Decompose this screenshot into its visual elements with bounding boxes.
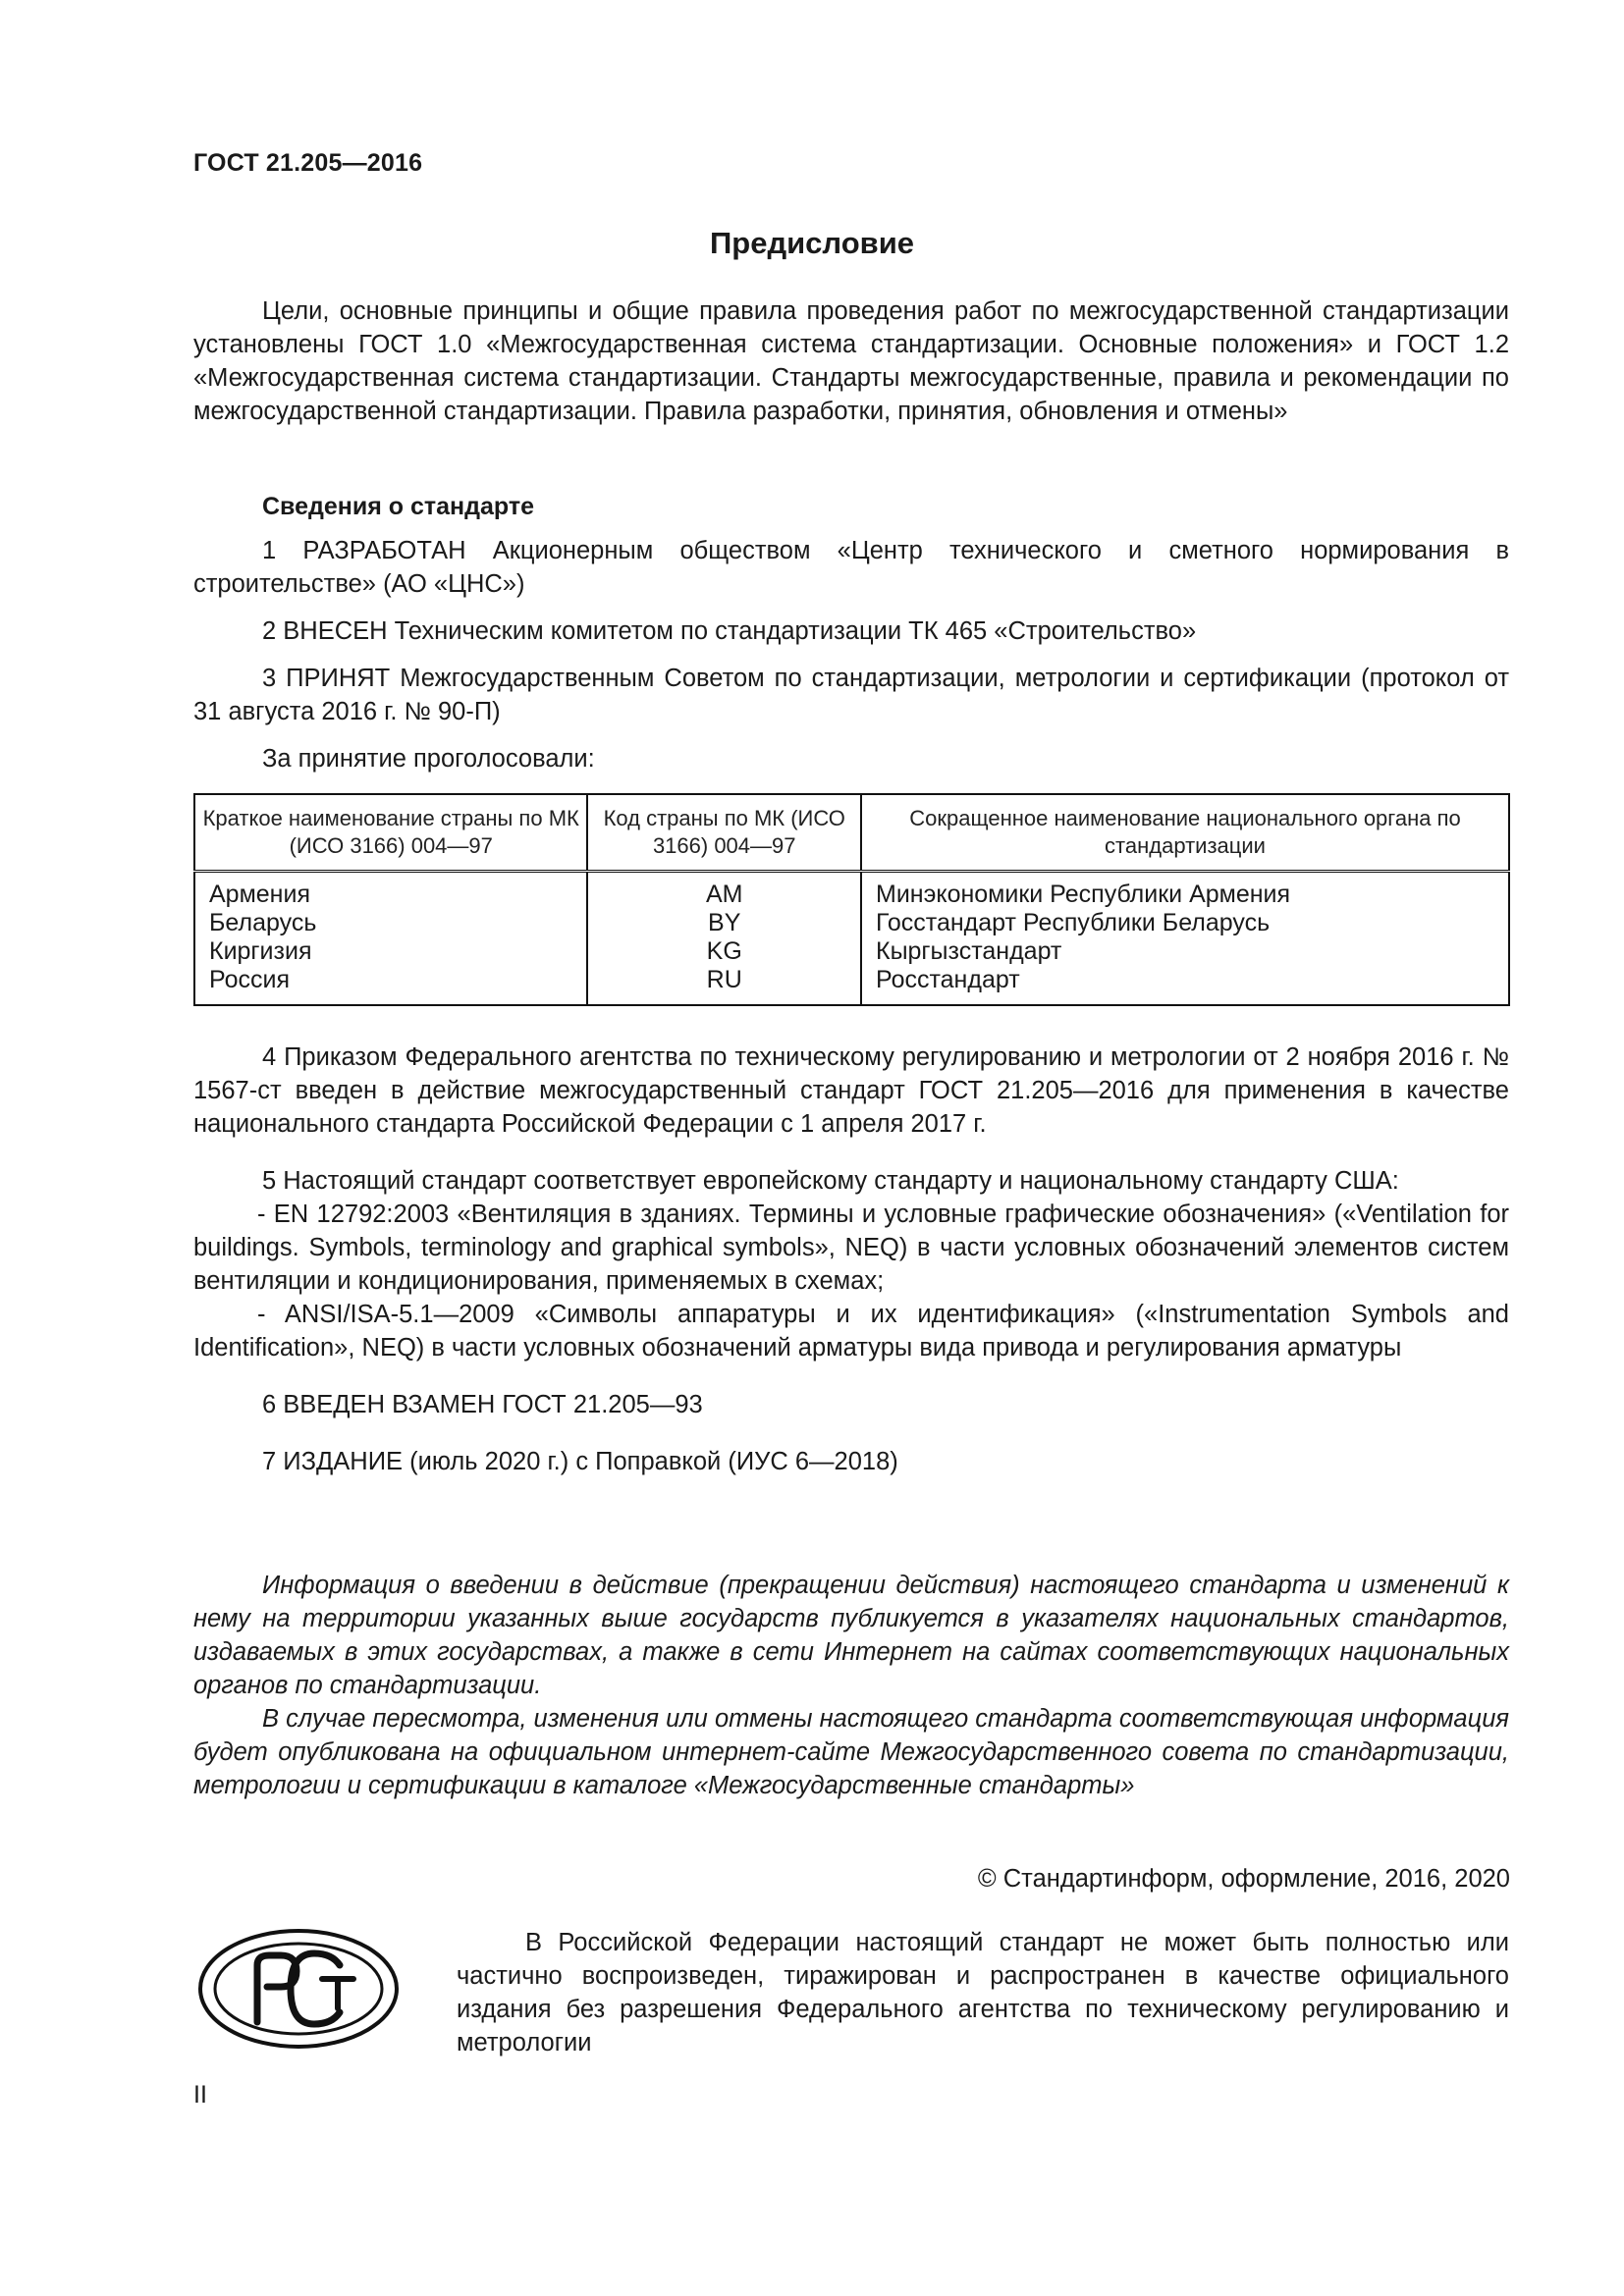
table-row (194, 872, 1509, 910)
table-header-code: Код страны по МК (ИСО 3166) 004—97 (587, 794, 861, 872)
copyright-line: © Стандартинформ, оформление, 2016, 2020 (977, 1865, 1510, 1893)
authority-cell: Росстандарт (876, 966, 1020, 993)
page-number: II (193, 2081, 207, 2109)
code-cell: RU (587, 966, 861, 1005)
item-3: 3 ПРИНЯТ Межгосударственным Советом по стандартизации, метрологии и сертификации (протокол от 31 августа 2016 г. № 90-П) (193, 665, 1509, 725)
authority-cell: Минэкономики Республики Армения (876, 881, 1291, 908)
item-6: 6 ВВЕДЕН ВЗАМЕН ГОСТ 21.205—93 (262, 1391, 703, 1418)
voting-table (193, 793, 1510, 1006)
document-number-header: ГОСТ 21.205—2016 (193, 149, 423, 177)
info-paragraph-1: Информация о введении в действие (прекращении действия) настоящего стандарта и изменений к нему на территории указанных выше государств публикуется в указателях национальных стандартов, издаваемых в этих государствах, а также в сети Интернет на сайтах соответствующих национальных органов по стандартизации. (193, 1572, 1509, 1699)
item-7: 7 ИЗДАНИЕ (июль 2020 г.) с Поправкой (ИУС 6—2018) (262, 1448, 898, 1475)
page-title: Предисловие (709, 226, 914, 260)
section-title: Сведения о стандарте (262, 493, 535, 520)
table-header-authority: Сокращенное наименование национального органа по стандартизации (861, 794, 1509, 872)
legal-notice (457, 1926, 1509, 2059)
item-5b: - ANSI/ISA-5.1—2009 «Символы аппаратуры и их идентификация» («Instrumentation Symbols and Identification», NEQ) в части условных обозначений арматуры вида привода и регулирования арматуры (193, 1301, 1509, 1362)
rst-logo-icon (196, 1926, 403, 2052)
intro-paragraph (193, 294, 1509, 428)
country-cell: Беларусь (194, 909, 587, 937)
country-cell: Киргизия (194, 937, 587, 966)
intro-text: Цели, основные принципы и общие правила проведения работ по межгосударственной стандартизации установлены ГОСТ 1.0 «Межгосударственная система стандартизации. Основные положения» и ГОСТ 1.2 «Межгосударственная система стандартизации. Стандарты межгосударственные, правила и рекомендации по межгосударственной стандартизации. Правила разработки, принятия, обновления и отмены» (193, 297, 1509, 425)
item-5a: - EN 12792:2003 «Вентиляция в зданиях. Термины и условные графические обозначения» («Ventilation for buildings. Symbols, terminology and graphical symbols», NEQ) в части условных обозначений элементов систем вентиляции и кондиционирования, применяемых в схемах; (193, 1201, 1509, 1295)
table-row (194, 966, 1509, 1005)
code-cell: BY (587, 909, 861, 937)
table-header-country: Краткое наименование страны по МК (ИСО 3166) 004—97 (194, 794, 587, 872)
item-4: 4 Приказом Федерального агентства по техническому регулированию и метрологии от 2 ноября 2016 г. № 1567-ст введен в действие межгосударственный стандарт ГОСТ 21.205—2016 для применения в качестве национального стандарта Российской Федерации с 1 апреля 2017 г. (193, 1043, 1509, 1138)
code-cell: KG (587, 937, 861, 966)
table-row (194, 909, 1509, 937)
authority-cell: Госстандарт Республики Беларусь (876, 909, 1271, 936)
info-paragraph-2: В случае пересмотра, изменения или отмены настоящего стандарта соответствующая информация будет опубликована на официальном интернет-сайте Межгосударственного совета по стандартизации, метрологии и сертификации в каталоге «Межгосударственные стандарты» (193, 1705, 1509, 1799)
authority-cell: Кыргызстандарт (876, 937, 1062, 965)
items-4-7 (193, 1041, 1509, 1478)
voted-label: За принятие проголосовали: (262, 745, 595, 773)
country-cell: Россия (194, 966, 587, 1005)
table-row (194, 937, 1509, 966)
item-1: 1 РАЗРАБОТАН Акционерным обществом «Центр технического и сметного нормирования в строительстве» (АО «ЦНС») (193, 537, 1509, 598)
item-2: 2 ВНЕСЕН Техническим комитетом по стандартизации ТК 465 «Строительство» (262, 617, 1197, 645)
item-5: 5 Настоящий стандарт соответствует европейскому стандарту и национальному стандарту США: (262, 1167, 1399, 1195)
info-notice (193, 1569, 1509, 1802)
legal-text: В Российской Федерации настоящий стандарт не может быть полностью или частично воспроизведен, тиражирован и распространен в качестве официального издания без разрешения Федерального агентства по техническому регулированию и метрологии (457, 1929, 1509, 2056)
code-cell: AM (587, 872, 861, 910)
country-cell: Армения (194, 872, 587, 910)
items-1-3 (193, 534, 1509, 775)
